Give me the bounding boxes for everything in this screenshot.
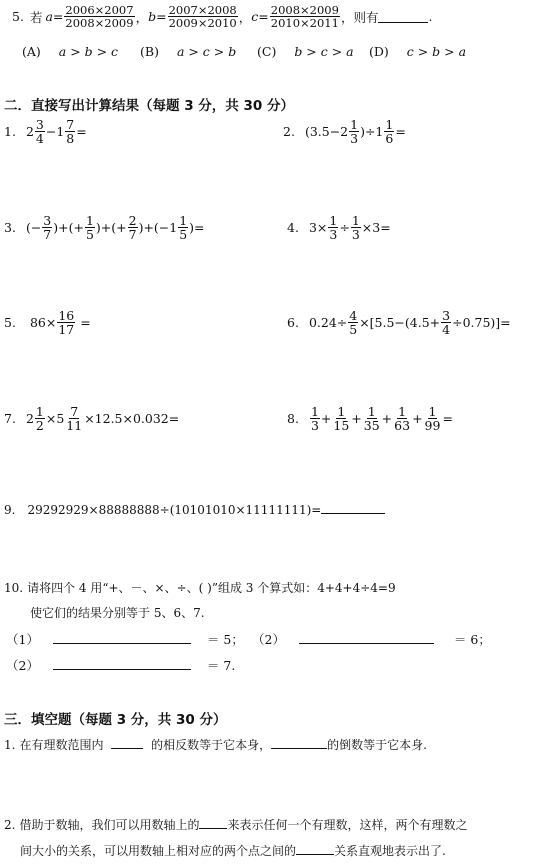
s2-q1-expr: 2 $\frac{3}{4}$ −1 $\frac{7}{8}$ = xyxy=(25,117,87,147)
s2-q10-answer2-blank[interactable] xyxy=(299,631,434,644)
s2-q7 xyxy=(4,405,179,432)
s2-q10-answer1-label: （1） xyxy=(6,632,39,647)
q5-answer-blank[interactable] xyxy=(378,10,428,23)
q5-c-numerator: 2008×2009 xyxy=(270,3,339,17)
section3-title: 三．填空题（每题 3 分，共 30 分） xyxy=(4,712,227,728)
q5-tail: ，则有 xyxy=(340,9,379,25)
s2-q9 xyxy=(4,501,385,517)
q5-option-c-label: (C) xyxy=(257,44,277,59)
s2-q10-line2: 使它们的结果分别等于 5、6、7. xyxy=(30,606,205,620)
q5-option-a-expr: a > b > c xyxy=(58,44,119,59)
s3-q1-blank2[interactable] xyxy=(271,736,327,749)
s2-q3-number: 3. xyxy=(4,220,16,236)
s2-q5-expr: 86× $\frac{16}{17}$ = xyxy=(29,308,91,338)
s3-q2-part4: 关系直观地表示出了. xyxy=(334,844,446,858)
s2-q5 xyxy=(4,309,91,336)
s2-q10-answer3 xyxy=(6,656,235,674)
s2-q10-answer3-label: （2） xyxy=(6,658,39,673)
section2-title: 二．直接写出计算结果（每题 3 分，共 30 分） xyxy=(4,98,294,114)
s2-q3-expr: (− $\frac{3}{7}$ )+(+ $\frac{1}{5}$ )+(+ $\frac{2}{7}$ )+(−1 $\frac{1}{5}$ )= xyxy=(25,213,205,243)
q5-option-d-expr: c > b > a xyxy=(406,44,467,59)
s2-q2-number: 2. xyxy=(283,124,295,140)
s3-q2-part3: 间大小的关系，可以用数轴上相对应的两个点之间的 xyxy=(20,844,297,858)
q5-option-b-label: (B) xyxy=(140,44,159,59)
s2-q10-line1 xyxy=(4,579,396,596)
s3-q2-part2: 来表示任何一个有理数，这样，两个有理数之 xyxy=(227,818,468,832)
s2-q10-answer1-result: ＝ 5； xyxy=(206,632,244,647)
s2-q8-number: 8. xyxy=(287,411,299,427)
s3-q2-line2 xyxy=(20,842,446,859)
s2-q2 xyxy=(283,118,406,145)
q5-b-numerator: 2007×2008 xyxy=(168,3,237,17)
s3-q2-part1: 借助于数轴，我们可以用数轴上的 xyxy=(19,818,200,832)
s3-q1 xyxy=(4,736,427,753)
s3-q1-part3: 的倒数等于它本身. xyxy=(327,738,427,752)
s2-q6 xyxy=(287,309,511,336)
s3-q2-number: 2. xyxy=(4,818,16,832)
s2-q10-answer2 xyxy=(252,630,491,648)
s3-q1-part1: 在有理数范围内 xyxy=(19,738,104,752)
q5-a-numerator: 2006×2007 xyxy=(65,3,134,17)
q5-option-d xyxy=(369,44,466,59)
s2-q10-answer1 xyxy=(6,630,244,648)
q5-var-c: c xyxy=(251,9,259,25)
q5-option-b-expr: a > c > b xyxy=(176,44,237,59)
s3-q1-number: 1. xyxy=(4,738,16,752)
s3-q2-blank2[interactable] xyxy=(296,842,334,855)
q5-option-a-label: (A) xyxy=(22,44,41,59)
s2-q8 xyxy=(287,405,453,432)
s2-q6-expr: 0.24÷ $\frac{4}{5}$ ×[5.5−(4.5+ $\frac{3}{4}$ ÷0.75)]= xyxy=(308,308,511,338)
q5-option-c-expr: b > c > a xyxy=(294,44,354,59)
q5-a-denominator: 2008×2009 xyxy=(65,16,134,31)
q5-option-d-label: (D) xyxy=(369,44,389,59)
q5-c-denominator: 2010×2011 xyxy=(270,16,339,31)
s2-q4-expr: 3× $\frac{1}{3}$ ÷ $\frac{1}{3}$ ×3= xyxy=(308,213,391,243)
q5-option-a xyxy=(22,44,118,59)
s2-q3 xyxy=(4,214,205,241)
s2-q2-expr: (3.5−2 $\frac{1}{3}$ )÷1 $\frac{1}{6}$ = xyxy=(304,117,406,147)
q5-option-c xyxy=(257,44,354,59)
q5-a-fraction xyxy=(64,4,134,29)
s2-q10-answer3-blank[interactable] xyxy=(53,657,191,670)
q5-var-b: b xyxy=(148,9,157,25)
s2-q9-answer-blank[interactable] xyxy=(321,501,385,514)
s2-q4 xyxy=(287,214,391,241)
s2-q8-expr: $\frac{1}{3}$ + $\frac{1}{15}$ + $\frac{1}{35}$ + $\frac{1}{63}$ + $\frac{1}{99}$ = xyxy=(310,404,453,434)
s2-q10-answer2-label: （2） xyxy=(252,632,285,647)
s3-q2-line1 xyxy=(4,816,467,833)
s2-q10-answer3-result: ＝ 7. xyxy=(206,658,236,673)
s2-q10-answer1-blank[interactable] xyxy=(53,631,191,644)
s2-q10-answer2-result: ＝ 6； xyxy=(453,632,491,647)
s2-q1-number: 1. xyxy=(4,124,16,140)
s2-q5-number: 5. xyxy=(4,315,16,331)
s2-q9-number: 9. xyxy=(4,503,16,517)
s2-q9-expr: 29292929×88888888÷(10101010×11111111)= xyxy=(27,503,322,517)
s3-q1-part2: 的相反数等于它本身， xyxy=(151,738,272,752)
q5-b-denominator: 2009×2010 xyxy=(168,16,237,31)
q5-option-b xyxy=(140,44,236,59)
s2-q6-number: 6. xyxy=(287,315,299,331)
q5-intro: 若 xyxy=(29,9,43,25)
s2-q10-number: 10. xyxy=(4,581,24,595)
q5-b-fraction xyxy=(168,4,238,29)
s2-q1 xyxy=(4,118,87,145)
q5-var-a: a xyxy=(45,9,53,25)
q5-c-fraction xyxy=(270,4,340,29)
s2-q7-expr: 2 $\frac{1}{2}$ ×5 $\frac{7}{11}$ ×12.5×0.032= xyxy=(25,404,180,434)
q5-stem: 5. 若 a = $\frac{2006\times 2007}{2008\times 2009}$ ， b = $\frac{2007\times 2008}{2009\times 2010}$ ， c = $\frac{2008\times 2009}{2010\times 2011}$ ，则有 . xyxy=(12,3,433,31)
s3-q2-blank1[interactable] xyxy=(199,816,227,829)
s2-q4-number: 4. xyxy=(287,220,299,236)
s3-q1-blank1[interactable] xyxy=(111,736,143,749)
q5-number: 5. xyxy=(12,9,24,25)
s2-q7-number: 7. xyxy=(4,411,16,427)
s2-q10-prompt: 请将四个 4 用“+、－、×、÷、( )”组成 3 个算式如：4+4+4÷4=9 xyxy=(27,581,396,595)
